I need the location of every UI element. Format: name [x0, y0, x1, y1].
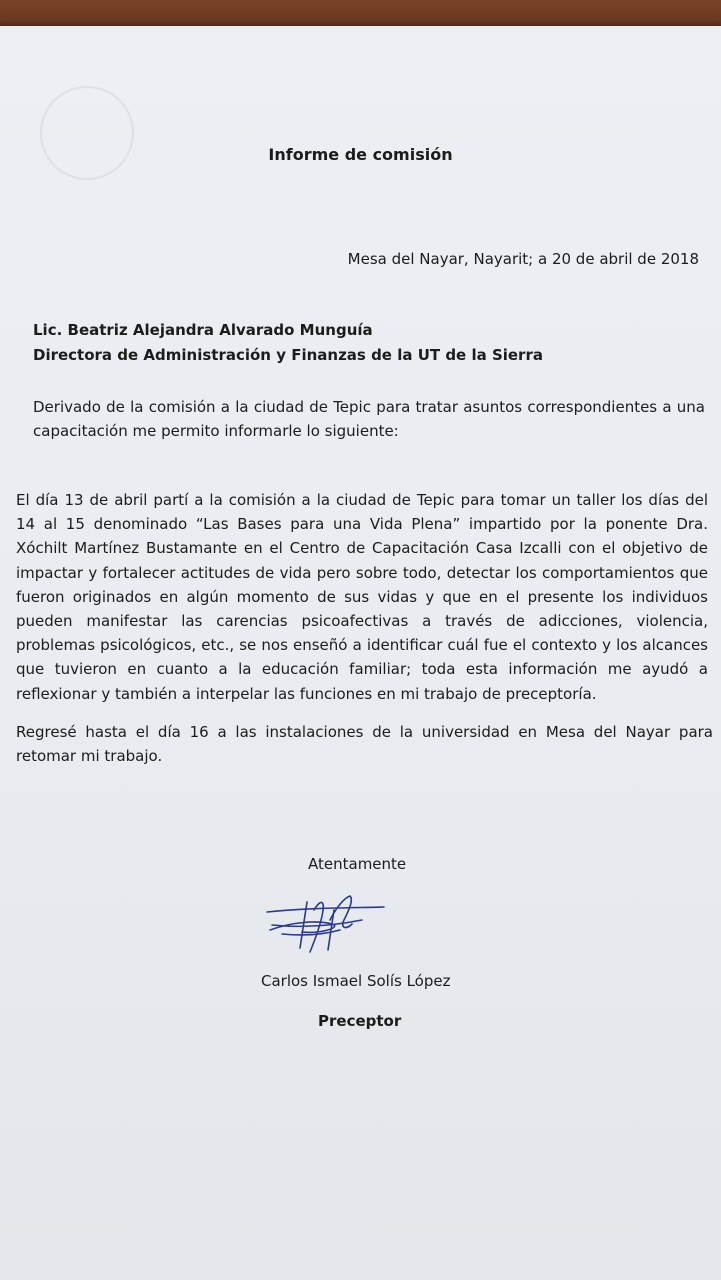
- document-title: Informe de comisión: [268, 145, 453, 164]
- return-paragraph: Regresé hasta el día 16 a las instalaciones de la universidad en Mesa del Nayar para retomar mi trabajo.: [16, 723, 713, 765]
- intro-paragraph: Derivado de la comisión a la ciudad de Tepic para tratar asuntos correspondientes a una capacitación me permito informarle lo siguiente:: [33, 398, 705, 440]
- recipient-name: Lic. Beatriz Alejandra Alvarado Munguía: [33, 321, 373, 339]
- place-date: Mesa del Nayar, Nayarit; a 20 de abril de 2018: [347, 250, 699, 268]
- recipient-block: [33, 318, 543, 368]
- faded-seal-watermark: [40, 86, 134, 180]
- body-paragraph: El día 13 de abril partí a la comisión a la ciudad de Tepic para tomar un taller los días del 14 al 15 denominado “Las Bases para una Vida Plena” impartido por la ponente Dra. Xóchilt Martínez Bustamante en el Centro de Capacitación Casa Izcalli con el objetivo de impactar y fortalecer actitudes de vida pero sobre todo, detectar los comportamientos que fueron originados en algún momento de sus vidas y que en el presente los individuos pueden manifestar las carencias psicoafectivas a través de adicciones, violencia, problemas psicológicos, etc., se nos enseñó a identificar cuál fue el contexto y los alcances que tuvieron en cuanto a la educación familiar; toda esta información me ayudó a reflexionar y también a interpelar las funciones en mi trabajo de preceptoría.: [16, 491, 708, 703]
- signer-role: Preceptor: [318, 1012, 402, 1030]
- recipient-position: Directora de Administración y Finanzas de la UT de la Sierra: [33, 346, 543, 364]
- handwritten-signature-icon: [262, 890, 392, 960]
- signer-name: Carlos Ismael Solís López: [261, 972, 451, 990]
- closing-salutation: Atentamente: [308, 855, 407, 873]
